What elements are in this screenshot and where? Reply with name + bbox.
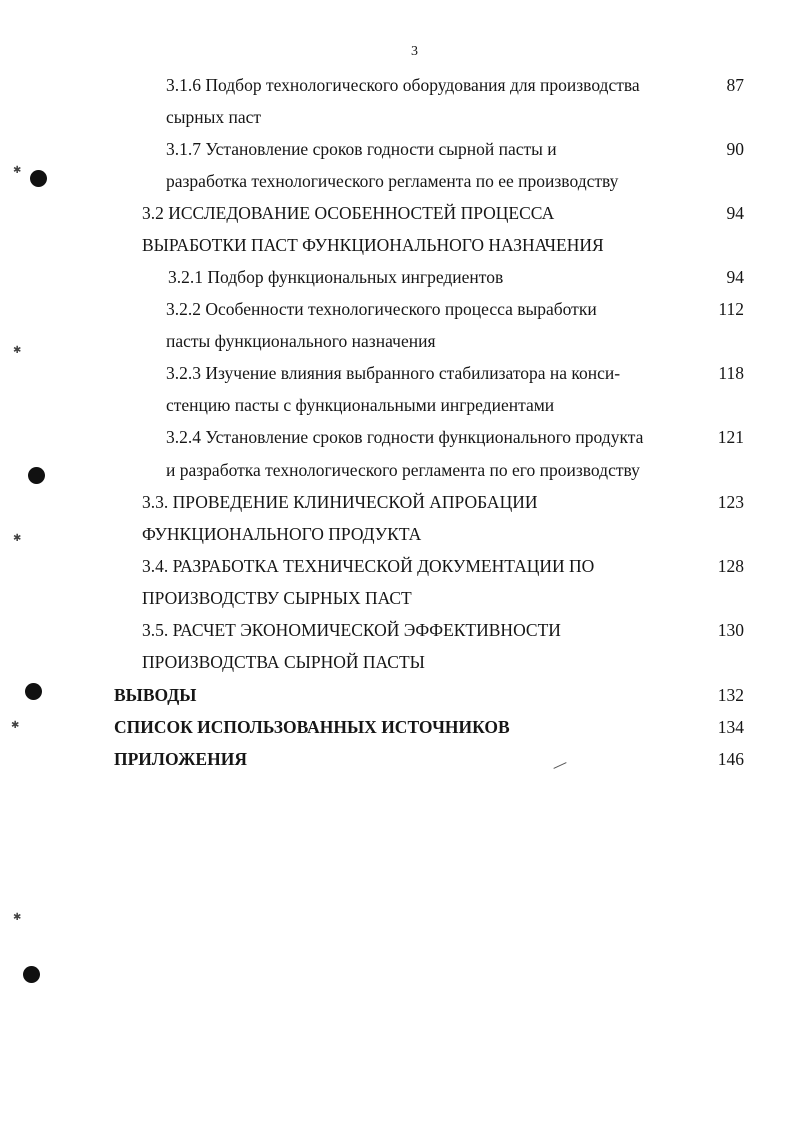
toc-entry-page: 146 xyxy=(717,749,744,769)
toc-entry-text: СПИСОК ИСПОЛЬЗОВАННЫХ ИСТОЧНИКОВ xyxy=(114,717,510,737)
toc-entry-text: стенцию пасты с функциональными ингредиентами xyxy=(166,395,555,415)
toc-entry-text: ПРИЛОЖЕНИЯ xyxy=(114,749,247,769)
toc-entry-text: 3.2.1 Подбор функциональных ингредиентов xyxy=(168,267,504,287)
scan-speck: ✱ xyxy=(13,912,22,923)
toc-entry-text: ФУНКЦИОНАЛЬНОГО ПРОДУКТА xyxy=(142,524,422,544)
toc-entry-text: 3.2.2 Особенности технологического процесса выработки xyxy=(166,299,597,319)
pen-mark xyxy=(553,762,566,769)
toc-entry-text: разработка технологического регламента по ее производству xyxy=(166,171,619,191)
toc-entry-text: ВЫВОДЫ xyxy=(114,685,197,705)
toc-entry-text: 3.3. ПРОВЕДЕНИЕ КЛИНИЧЕСКОЙ АПРОБАЦИИ xyxy=(142,492,538,512)
toc-entry-page: 121 xyxy=(717,427,744,447)
binder-hole xyxy=(28,467,45,484)
toc-entry-text: ПРОИЗВОДСТВА СЫРНОЙ ПАСТЫ xyxy=(142,652,425,672)
scan-speck: ✱ xyxy=(13,533,22,544)
toc-entry-text: 3.4. РАЗРАБОТКА ТЕХНИЧЕСКОЙ ДОКУМЕНТАЦИИ ПО xyxy=(142,556,595,576)
toc-entry-page: 123 xyxy=(717,492,744,512)
toc-entry-page: 87 xyxy=(726,75,744,95)
toc-entry-text: ПРОИЗВОДСТВУ СЫРНЫХ ПАСТ xyxy=(142,588,412,608)
toc-entry-page: 118 xyxy=(718,363,744,383)
toc-entry-page: 134 xyxy=(717,717,744,737)
scan-speck: ✱ xyxy=(13,345,22,356)
scan-speck: ✱ xyxy=(13,165,22,176)
toc-entry-text: 3.5. РАСЧЕТ ЭКОНОМИЧЕСКОЙ ЭФФЕКТИВНОСТИ xyxy=(142,620,561,640)
toc-entry-text: 3.2 ИССЛЕДОВАНИЕ ОСОБЕННОСТЕЙ ПРОЦЕССА xyxy=(142,203,555,223)
toc-entry-text: ВЫРАБОТКИ ПАСТ ФУНКЦИОНАЛЬНОГО НАЗНАЧЕНИЯ xyxy=(142,235,604,255)
toc-entry-text: пасты функционального назначения xyxy=(166,331,436,351)
toc-entry-page: 90 xyxy=(726,139,744,159)
toc-entry-text: и разработка технологического регламента по его производству xyxy=(166,460,640,480)
toc-entry-page: 94 xyxy=(726,267,744,287)
page-number: 3 xyxy=(411,44,418,59)
toc-entry-page: 112 xyxy=(718,299,744,319)
binder-hole xyxy=(30,170,47,187)
toc-entry-text: 3.2.4 Установление сроков годности функционального продукта xyxy=(166,427,644,447)
binder-hole xyxy=(25,683,42,700)
binder-hole xyxy=(23,966,40,983)
toc-entry-text: 3.1.7 Установление сроков годности сырной пасты и xyxy=(166,139,557,159)
toc-entry-page: 132 xyxy=(717,685,744,705)
toc-entry-page: 130 xyxy=(717,620,744,640)
toc-entry-text: 3.2.3 Изучение влияния выбранного стабилизатора на конси- xyxy=(166,363,621,383)
scan-speck: ✱ xyxy=(11,720,20,731)
toc-entry-page: 94 xyxy=(726,203,744,223)
toc-entry-page: 128 xyxy=(717,556,744,576)
toc-entry-text: сырных паст xyxy=(166,107,262,127)
toc-entry-text: 3.1.6 Подбор технологического оборудования для производства xyxy=(166,75,640,95)
